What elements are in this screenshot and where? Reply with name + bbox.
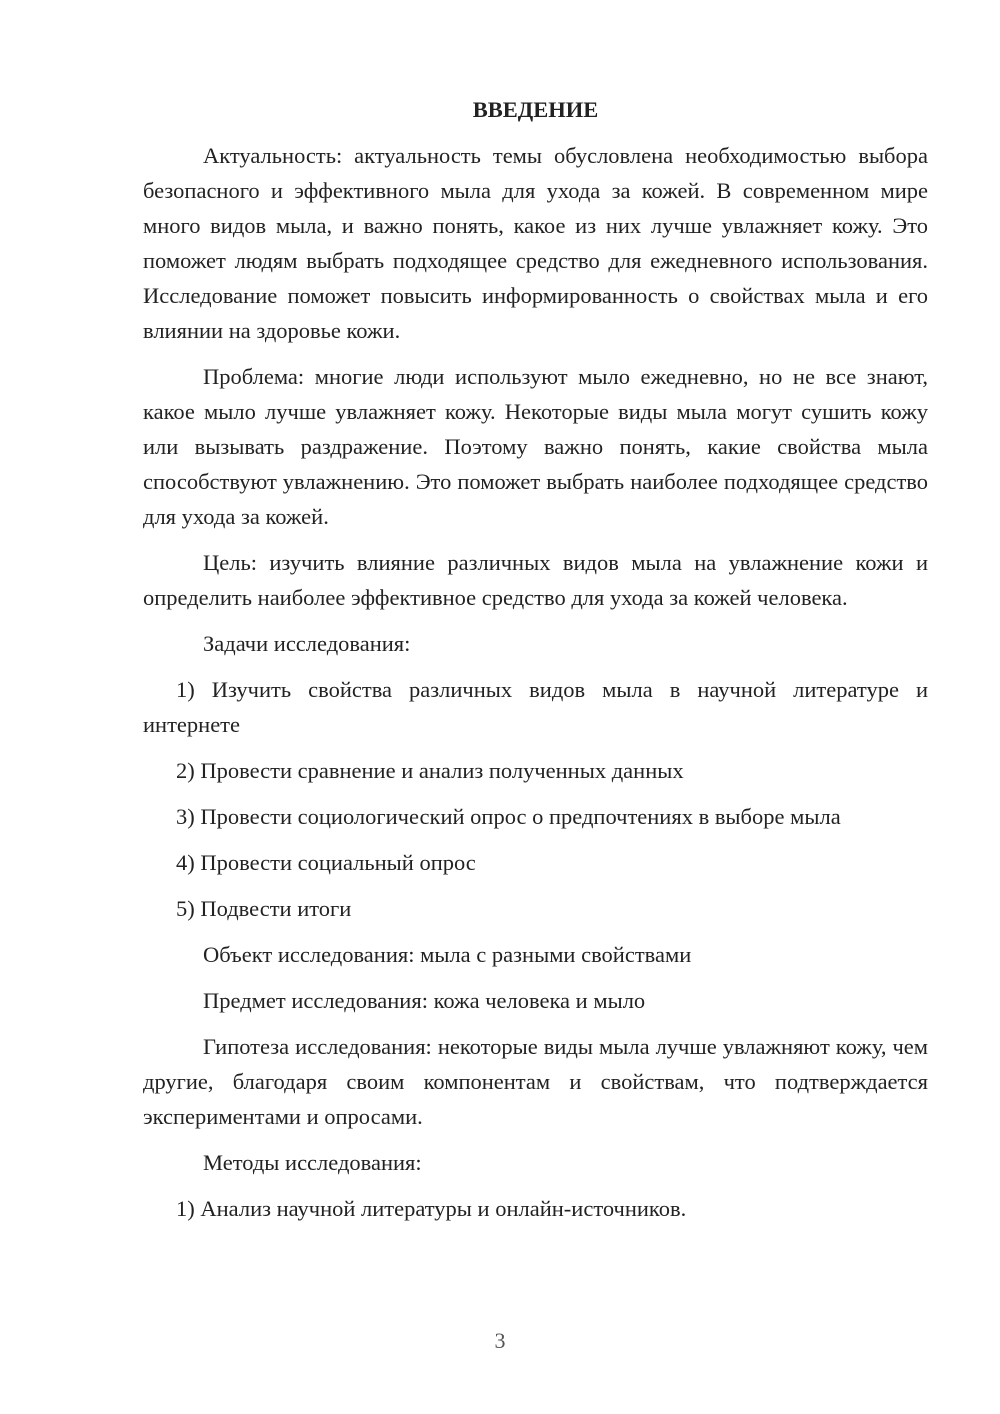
problem-paragraph: Проблема: многие люди используют мыло ежедневно, но не все знают, какое мыло лучше увлажняет кожу. Некоторые виды мыла могут сушить кожу или вызывать раздражение. Поэтому важно понять, какие свойства мыла способствуют увлажнению. Это поможет выбрать наиболее подходящее средство для ухода за кожей. <box>143 364 928 529</box>
methods-title: Методы исследования: <box>203 1150 422 1175</box>
method-item-1: 1) Анализ научной литературы и онлайн-источников. <box>176 1196 687 1221</box>
object-paragraph: Объект исследования: мыла с разными свойствами <box>203 942 692 967</box>
task-item-1: 1) Изучить свойства различных видов мыла в научной литературе и интернете <box>143 677 928 737</box>
subject-paragraph: Предмет исследования: кожа человека и мыло <box>203 988 646 1013</box>
hypothesis-paragraph: Гипотеза исследования: некоторые виды мыла лучше увлажняют кожу, чем другие, благодаря своим компонентам и свойствам, что подтверждается экспериментами и опросами. <box>143 1034 928 1129</box>
task-item-5: 5) Подвести итоги <box>176 896 352 921</box>
goal-paragraph: Цель: изучить влияние различных видов мыла на увлажнение кожи и определить наиболее эффективное средство для ухода за кожей человека. <box>143 550 928 610</box>
tasks-title: Задачи исследования: <box>203 631 411 656</box>
page-number: 3 <box>494 1328 506 1353</box>
task-item-2: 2) Провести сравнение и анализ полученных данных <box>176 758 684 783</box>
section-heading: ВВЕДЕНИЕ <box>472 97 599 122</box>
relevance-paragraph: Актуальность: актуальность темы обусловлена необходимостью выбора безопасного и эффективного мыла для ухода за кожей. В современном мире много видов мыла, и важно понять, какое из них лучше увлажняет кожу. Это поможет людям выбрать подходящее средство для ежедневного использования. Исследование поможет повысить информированность о свойствах мыла и его влиянии на здоровье кожи. <box>143 143 928 343</box>
task-item-3: 3) Провести социологический опрос о предпочтениях в выборе мыла <box>176 804 841 829</box>
task-item-4: 4) Провести социальный опрос <box>176 850 476 875</box>
document-page <box>143 92 928 1237</box>
